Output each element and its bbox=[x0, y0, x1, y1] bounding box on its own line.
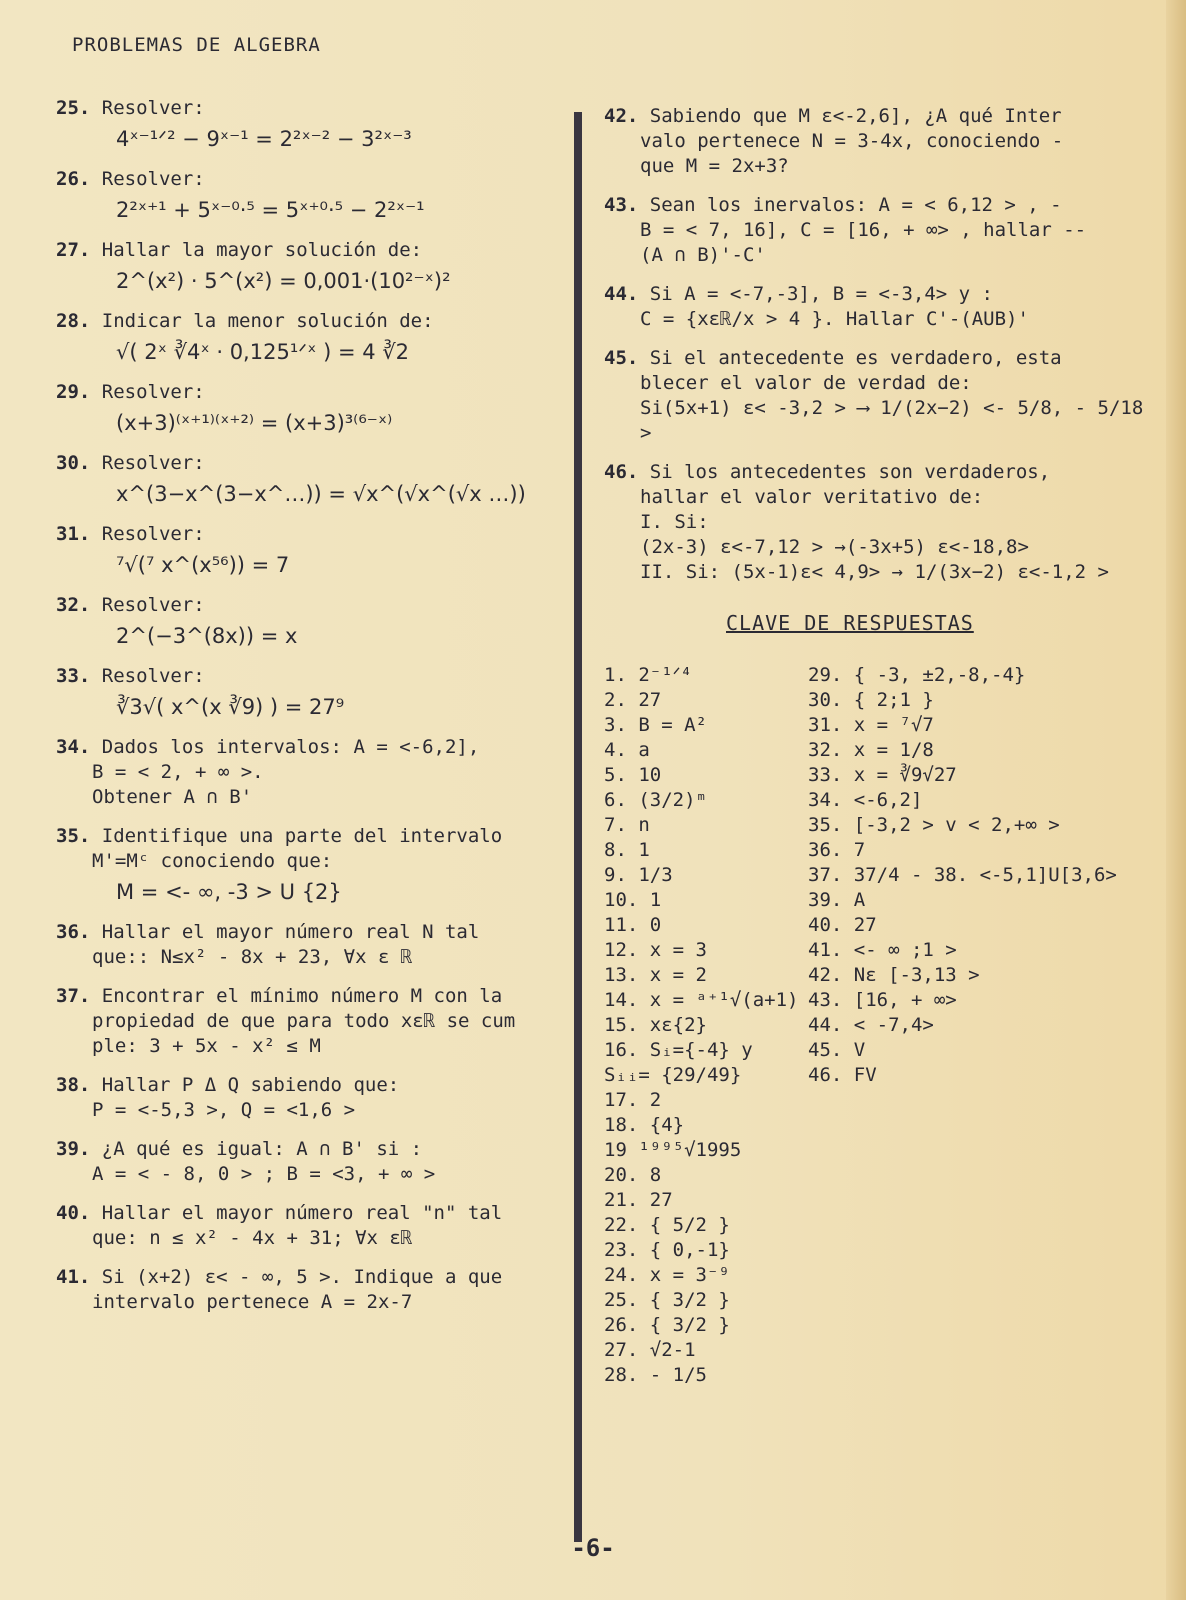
problem-38 bbox=[56, 1073, 556, 1123]
answer-item: 5. 10 bbox=[604, 764, 662, 786]
page-edge bbox=[1166, 0, 1186, 1600]
problem-continuation: (A ∩ B)'-C' bbox=[640, 244, 766, 266]
answer-item: 36. 7 bbox=[808, 839, 866, 861]
problem-number: 42. bbox=[604, 105, 639, 127]
answer-item: 26. { 3/2 } bbox=[604, 1314, 730, 1336]
problem-continuation: que: n ≤ x² - 4x + 31; ∀x εℝ bbox=[92, 1227, 413, 1249]
answer-item: 32. x = 1/8 bbox=[808, 739, 934, 761]
problem-37 bbox=[56, 984, 556, 1059]
column-divider bbox=[574, 112, 582, 1542]
problem-number: 29. bbox=[56, 381, 91, 403]
problem-number: 33. bbox=[56, 665, 91, 687]
problem-33 bbox=[56, 664, 556, 721]
problem-number: 32. bbox=[56, 594, 91, 616]
problem-text: Si el antecedente es verdadero, esta bbox=[649, 347, 1062, 369]
answer-item: 1. 2⁻¹ᐟ⁴ bbox=[604, 664, 693, 686]
problem-32 bbox=[56, 593, 556, 650]
problem-text: Si (x+2) ε< - ∞, 5 >. Indique a que bbox=[101, 1266, 503, 1288]
problem-number: 39. bbox=[56, 1138, 91, 1160]
answer-item: 10. 1 bbox=[604, 889, 662, 911]
problem-continuation: intervalo pertenece A = 2x-7 bbox=[92, 1291, 413, 1313]
problem-number: 30. bbox=[56, 452, 91, 474]
problem-continuation: que M = 2x+3? bbox=[640, 155, 789, 177]
problem-number: 34. bbox=[56, 736, 91, 758]
problem-continuation: hallar el valor veritativo de: bbox=[640, 486, 984, 508]
answer-column-1 bbox=[604, 663, 804, 1388]
problem-text: Resolver: bbox=[101, 168, 205, 190]
problem-36 bbox=[56, 920, 556, 970]
problem-continuation: Obtener A ∩ B' bbox=[92, 786, 253, 808]
problem-continuation: Si(5x+1) ε< -3,2 > ⟶ 1/(2x−2) <- 5/8, - 5/18 > bbox=[640, 397, 1144, 444]
problem-number: 37. bbox=[56, 985, 91, 1007]
problem-text: Resolver: bbox=[101, 452, 205, 474]
answer-item: 18. {4} bbox=[604, 1114, 685, 1136]
problem-text: Encontrar el mínimo número M con la bbox=[101, 985, 503, 1007]
problem-text: Identifique una parte del intervalo bbox=[101, 825, 503, 847]
answer-item: 37. 37/4 - 38. <-5,1]U[3,6> bbox=[808, 864, 1117, 886]
problem-26 bbox=[56, 167, 556, 224]
problem-42 bbox=[604, 104, 1164, 179]
problem-continuation: B = < 7, 16], C = [16, + ∞> , hallar -- bbox=[640, 219, 1087, 241]
answer-item: 43. [16, + ∞> bbox=[808, 989, 957, 1011]
problem-27 bbox=[56, 238, 556, 295]
problem-text: Sean los inervalos: A = < 6,12 > , - bbox=[649, 194, 1062, 216]
answer-item: 2. 27 bbox=[604, 689, 662, 711]
problem-number: 40. bbox=[56, 1202, 91, 1224]
answer-item: 35. [-3,2 > v < 2,+∞ > bbox=[808, 814, 1060, 836]
problem-text: Si A = <-7,-3], B = <-3,4> y : bbox=[649, 283, 993, 305]
answer-item: 30. { 2;1 } bbox=[808, 689, 934, 711]
answer-item: 44. < -7,4> bbox=[808, 1014, 934, 1036]
problem-continuation: ple: 3 + 5x - x² ≤ M bbox=[92, 1035, 321, 1057]
problem-text: ¿A qué es igual: A ∩ B' si : bbox=[101, 1138, 423, 1160]
problem-continuation: (2x-3) ε<-7,12 > →(-3x+5) ε<-18,8> bbox=[640, 536, 1029, 558]
answer-item: 11. 0 bbox=[604, 914, 662, 936]
answer-item: 45. V bbox=[808, 1039, 866, 1061]
problem-continuation: que:: N≤x² - 8x + 23, ∀x ε ℝ bbox=[92, 946, 413, 968]
problem-35 bbox=[56, 824, 556, 906]
problem-number: 26. bbox=[56, 168, 91, 190]
problem-equation: 2^(−3^(8x)) = x bbox=[116, 624, 298, 648]
answer-key bbox=[604, 663, 1164, 1403]
answer-item: 41. <- ∞ ;1 > bbox=[808, 939, 957, 961]
problem-equation: (x+3)⁽ˣ⁺¹⁾⁽ˣ⁺²⁾ = (x+3)³⁽⁶⁻ˣ⁾ bbox=[116, 411, 393, 435]
answer-item: 23. { 0,-1} bbox=[604, 1239, 730, 1261]
page-number: -6- bbox=[571, 1534, 615, 1562]
problem-text: Indicar la menor solución de: bbox=[101, 310, 434, 332]
problem-number: 35. bbox=[56, 825, 91, 847]
clave-title: CLAVE DE RESPUESTAS bbox=[726, 611, 974, 635]
problem-equation: √( 2ˣ ∛4ˣ · 0,125¹ᐟˣ ) = 4 ∛2 bbox=[116, 340, 410, 364]
answer-item: 19 ¹⁹⁹⁵√1995 bbox=[604, 1139, 742, 1161]
right-problems bbox=[604, 104, 1164, 585]
answer-item: 34. <-6,2] bbox=[808, 789, 923, 811]
answer-column-2 bbox=[808, 663, 1168, 1088]
problem-43 bbox=[604, 193, 1164, 268]
answer-item: 13. x = 2 bbox=[604, 964, 707, 986]
problem-equation: 4ˣ⁻¹ᐟ² − 9ˣ⁻¹ = 2²ˣ⁻² − 3²ˣ⁻³ bbox=[116, 127, 412, 151]
problem-text: Sabiendo que M ε<-2,6], ¿A qué Inter bbox=[649, 105, 1062, 127]
answer-item: 15. xε{2} bbox=[604, 1014, 707, 1036]
answer-item: 7. n bbox=[604, 814, 650, 836]
problem-number: 43. bbox=[604, 194, 639, 216]
problem-number: 41. bbox=[56, 1266, 91, 1288]
answer-item: 24. x = 3⁻⁹ bbox=[604, 1264, 730, 1286]
answer-item: 28. - 1/5 bbox=[604, 1364, 707, 1386]
answer-item: 25. { 3/2 } bbox=[604, 1289, 730, 1311]
problem-continuation: II. Si: (5x-1)ε< 4,9> → 1/(3x−2) ε<-1,2 > bbox=[640, 561, 1109, 583]
problem-number: 25. bbox=[56, 97, 91, 119]
problem-continuation: C = {xεℝ/x > 4 }. Hallar C'-(AUB)' bbox=[640, 308, 1029, 330]
problem-text: Resolver: bbox=[101, 381, 205, 403]
problem-equation: 2^(x²) · 5^(x²) = 0,001·(10²⁻ˣ)² bbox=[116, 269, 451, 293]
answer-item: 6. (3/2)ᵐ bbox=[604, 789, 707, 811]
problem-equation: M = <- ∞, -3 > U {2} bbox=[116, 880, 342, 904]
problem-46 bbox=[604, 460, 1164, 585]
problem-39 bbox=[56, 1137, 556, 1187]
problem-text: Hallar P Δ Q sabiendo que: bbox=[101, 1074, 400, 1096]
problem-equation: x^(3−x^(3−x^…)) = √x^(√x^(√x …)) bbox=[116, 482, 526, 506]
answer-item: 29. { -3, ±2,-8,-4} bbox=[808, 664, 1026, 686]
answer-item: 16. Sᵢ={-4} y bbox=[604, 1039, 753, 1061]
problem-number: 38. bbox=[56, 1074, 91, 1096]
problem-25 bbox=[56, 96, 556, 153]
answer-item: 3. B = A² bbox=[604, 714, 707, 736]
problem-text: Resolver: bbox=[101, 594, 205, 616]
answer-item: 27. √2-1 bbox=[604, 1339, 696, 1361]
problem-34 bbox=[56, 735, 556, 810]
problem-number: 44. bbox=[604, 283, 639, 305]
problem-text: Dados los intervalos: A = <-6,2], bbox=[101, 736, 480, 758]
answer-item: 14. x = ᵃ⁺¹√(a+1) bbox=[604, 989, 799, 1011]
answer-item: 20. 8 bbox=[604, 1164, 662, 1186]
problem-equation: ∛3√( x^(x ∛9) ) = 27⁹ bbox=[116, 695, 345, 719]
answer-item: 22. { 5/2 } bbox=[604, 1214, 730, 1236]
problem-continuation: I. Si: bbox=[640, 511, 709, 533]
problem-text: Resolver: bbox=[101, 665, 205, 687]
answer-item: 42. Nε [-3,13 > bbox=[808, 964, 980, 986]
answer-item: 46. FV bbox=[808, 1064, 877, 1086]
problem-text: Si los antecedentes son verdaderos, bbox=[649, 461, 1051, 483]
problem-equation: 2²ˣ⁺¹ + 5ˣ⁻⁰·⁵ = 5ˣ⁺⁰·⁵ − 2²ˣ⁻¹ bbox=[116, 198, 425, 222]
problem-45 bbox=[604, 346, 1164, 446]
problem-equation: ⁷√(⁷ x^(x⁵⁶)) = 7 bbox=[116, 553, 290, 577]
left-column bbox=[56, 96, 556, 1329]
answer-item: Sᵢᵢ= {29/49} bbox=[604, 1064, 742, 1086]
problem-number: 31. bbox=[56, 523, 91, 545]
problem-continuation: valo pertenece N = 3-4x, conociendo - bbox=[640, 130, 1064, 152]
problem-40 bbox=[56, 1201, 556, 1251]
problem-29 bbox=[56, 380, 556, 437]
answer-item: 31. x = ⁷√7 bbox=[808, 714, 934, 736]
problem-44 bbox=[604, 282, 1164, 332]
answer-item: 39. A bbox=[808, 889, 866, 911]
right-column bbox=[604, 104, 1164, 1403]
answer-item: 17. 2 bbox=[604, 1089, 662, 1111]
problem-number: 45. bbox=[604, 347, 639, 369]
problem-continuation: M'=Mᶜ conociendo que: bbox=[92, 850, 333, 872]
problem-28 bbox=[56, 309, 556, 366]
answer-item: 4. a bbox=[604, 739, 650, 761]
problem-30 bbox=[56, 451, 556, 508]
problem-text: Hallar el mayor número real N tal bbox=[101, 921, 480, 943]
problem-continuation: A = < - 8, 0 > ; B = <3, + ∞ > bbox=[92, 1163, 436, 1185]
problem-number: 46. bbox=[604, 461, 639, 483]
answer-item: 40. 27 bbox=[808, 914, 877, 936]
problem-continuation: P = <-5,3 >, Q = <1,6 > bbox=[92, 1099, 356, 1121]
problem-text: Hallar el mayor número real "n" tal bbox=[101, 1202, 503, 1224]
problem-number: 36. bbox=[56, 921, 91, 943]
answer-item: 12. x = 3 bbox=[604, 939, 707, 961]
problem-number: 27. bbox=[56, 239, 91, 261]
problem-number: 28. bbox=[56, 310, 91, 332]
problem-31 bbox=[56, 522, 556, 579]
page-header: PROBLEMAS DE ALGEBRA bbox=[72, 34, 321, 56]
problem-continuation: B = < 2, + ∞ >. bbox=[92, 761, 264, 783]
problem-text: Resolver: bbox=[101, 97, 205, 119]
answer-item: 9. 1/3 bbox=[604, 864, 673, 886]
problem-text: Resolver: bbox=[101, 523, 205, 545]
problem-text: Hallar la mayor solución de: bbox=[101, 239, 423, 261]
problem-continuation: blecer el valor de verdad de: bbox=[640, 372, 972, 394]
answer-item: 21. 27 bbox=[604, 1189, 673, 1211]
problem-continuation: propiedad de que para todo xεℝ se cum bbox=[92, 1010, 516, 1032]
answer-item: 33. x = ∛9√27 bbox=[808, 764, 957, 786]
answer-item: 8. 1 bbox=[604, 839, 650, 861]
problem-41 bbox=[56, 1265, 556, 1315]
